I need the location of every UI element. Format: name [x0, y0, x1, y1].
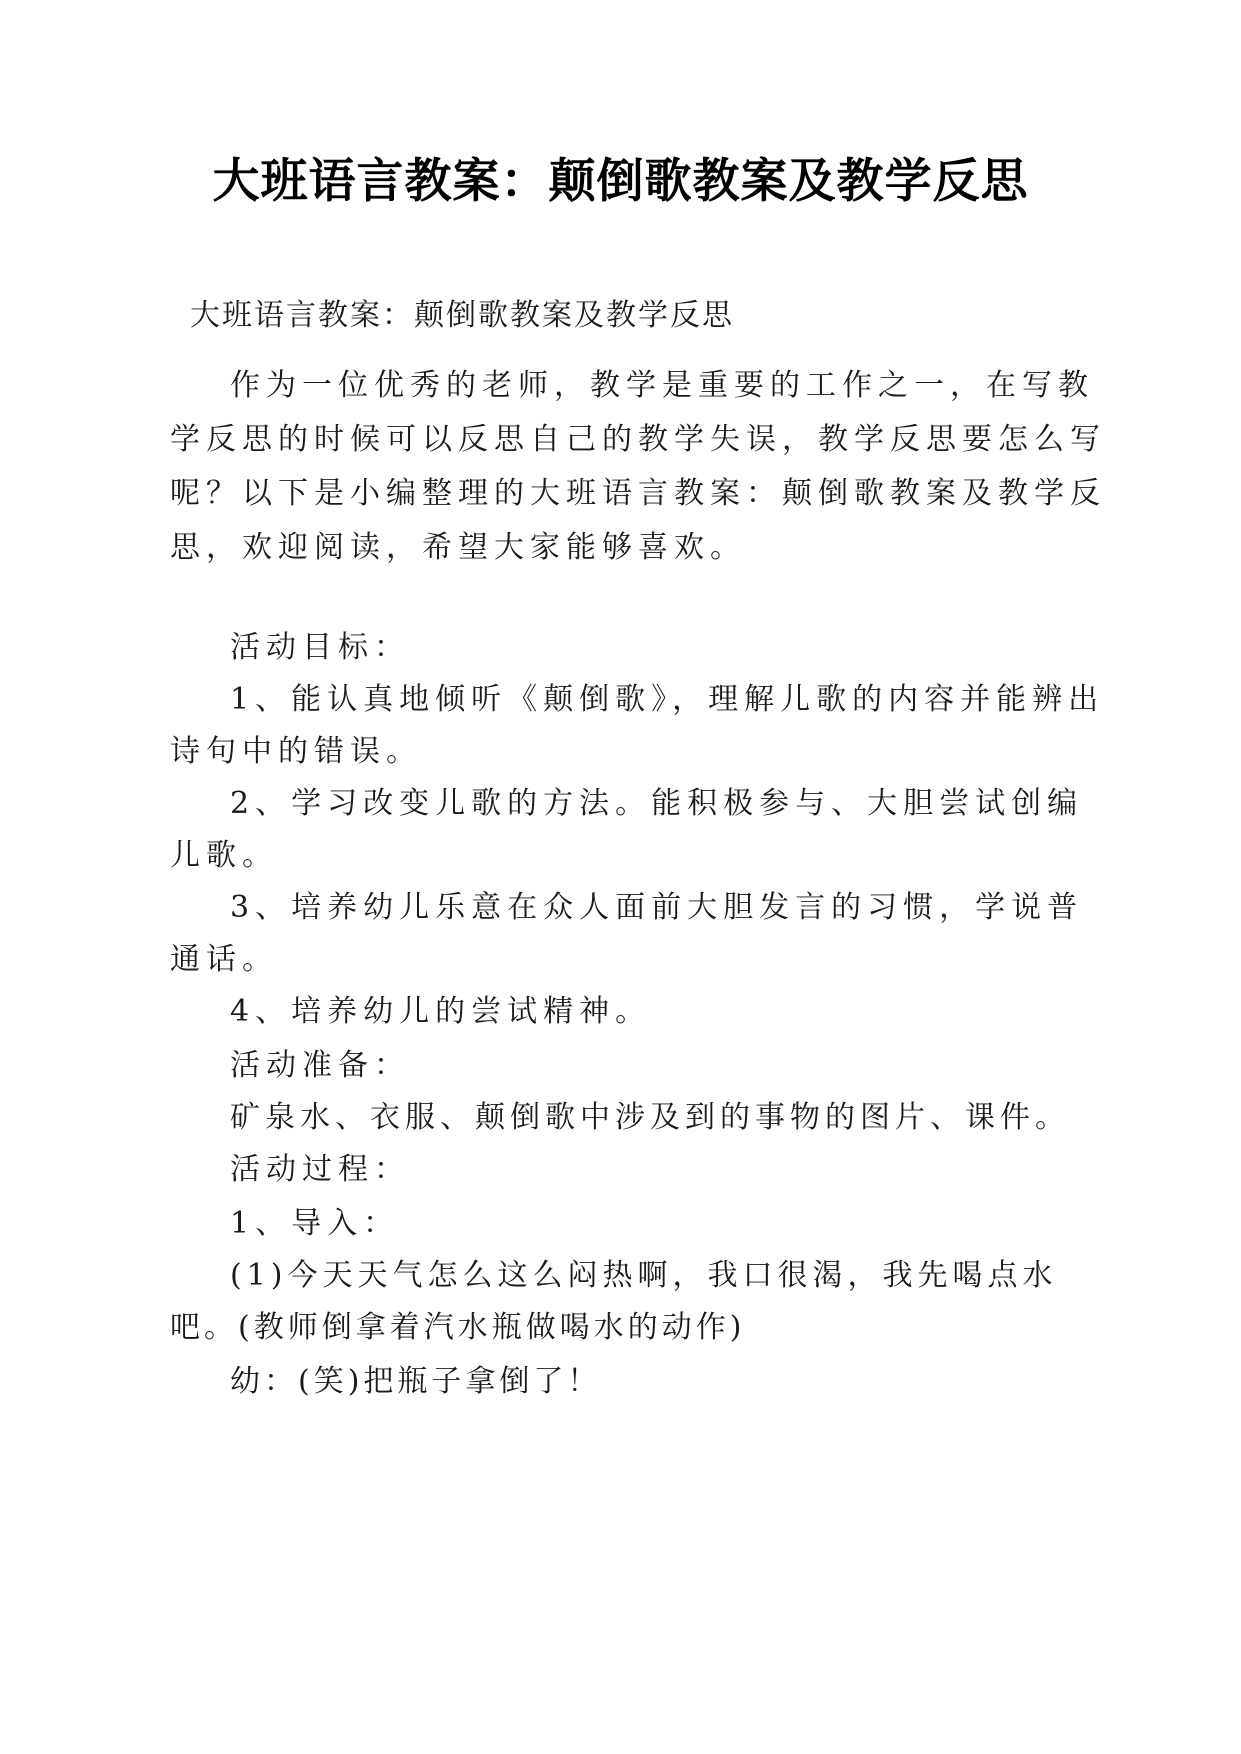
goal-3-line-1: 3、培养幼儿乐意在众人面前大胆发言的习惯，学说普: [230, 890, 1084, 925]
goal-3-line-2: 通话。: [170, 942, 278, 977]
intro-line-4: 思，欢迎阅读，希望大家能够喜欢。: [170, 530, 746, 565]
goal-2-line-1: 2、学习改变儿歌的方法。能积极参与、大胆尝试创编: [230, 786, 1084, 821]
prep-heading: 活动准备：: [230, 1048, 410, 1083]
goal-2-line-2: 儿歌。: [170, 838, 278, 873]
child-reply: 幼：(笑)把瓶子拿倒了！: [230, 1364, 602, 1399]
step-1: 1、导入：: [230, 1206, 400, 1241]
goals-heading: 活动目标：: [230, 630, 410, 665]
step-1-a-line-2: 吧。(教师倒拿着汽水瓶做喝水的动作): [170, 1310, 746, 1345]
goal-1-line-1: 1、能认真地倾听《颠倒歌》，理解儿歌的内容并能辨出: [230, 682, 1105, 717]
document-subtitle: 大班语言教案：颠倒歌教案及教学反思: [190, 298, 734, 333]
step-1-a-line-1: (1)今天天气怎么这么闷热啊，我口很渴，我先喝点水: [230, 1258, 1058, 1293]
prep-text: 矿泉水、衣服、颠倒歌中涉及到的事物的图片、课件。: [230, 1100, 1070, 1135]
goal-1-line-2: 诗句中的错误。: [170, 734, 422, 769]
intro-line-1: 作为一位优秀的老师，教学是重要的工作之一，在写教: [230, 368, 1094, 403]
intro-line-2: 学反思的时候可以反思自己的教学失误，教学反思要怎么写: [170, 422, 1106, 457]
intro-line-3: 呢？以下是小编整理的大班语言教案：颠倒歌教案及教学反: [170, 476, 1106, 511]
document-title: 大班语言教案：颠倒歌教案及教学反思: [212, 154, 1029, 209]
process-heading: 活动过程：: [230, 1152, 410, 1187]
goal-4: 4、培养幼儿的尝试精神。: [230, 994, 652, 1029]
